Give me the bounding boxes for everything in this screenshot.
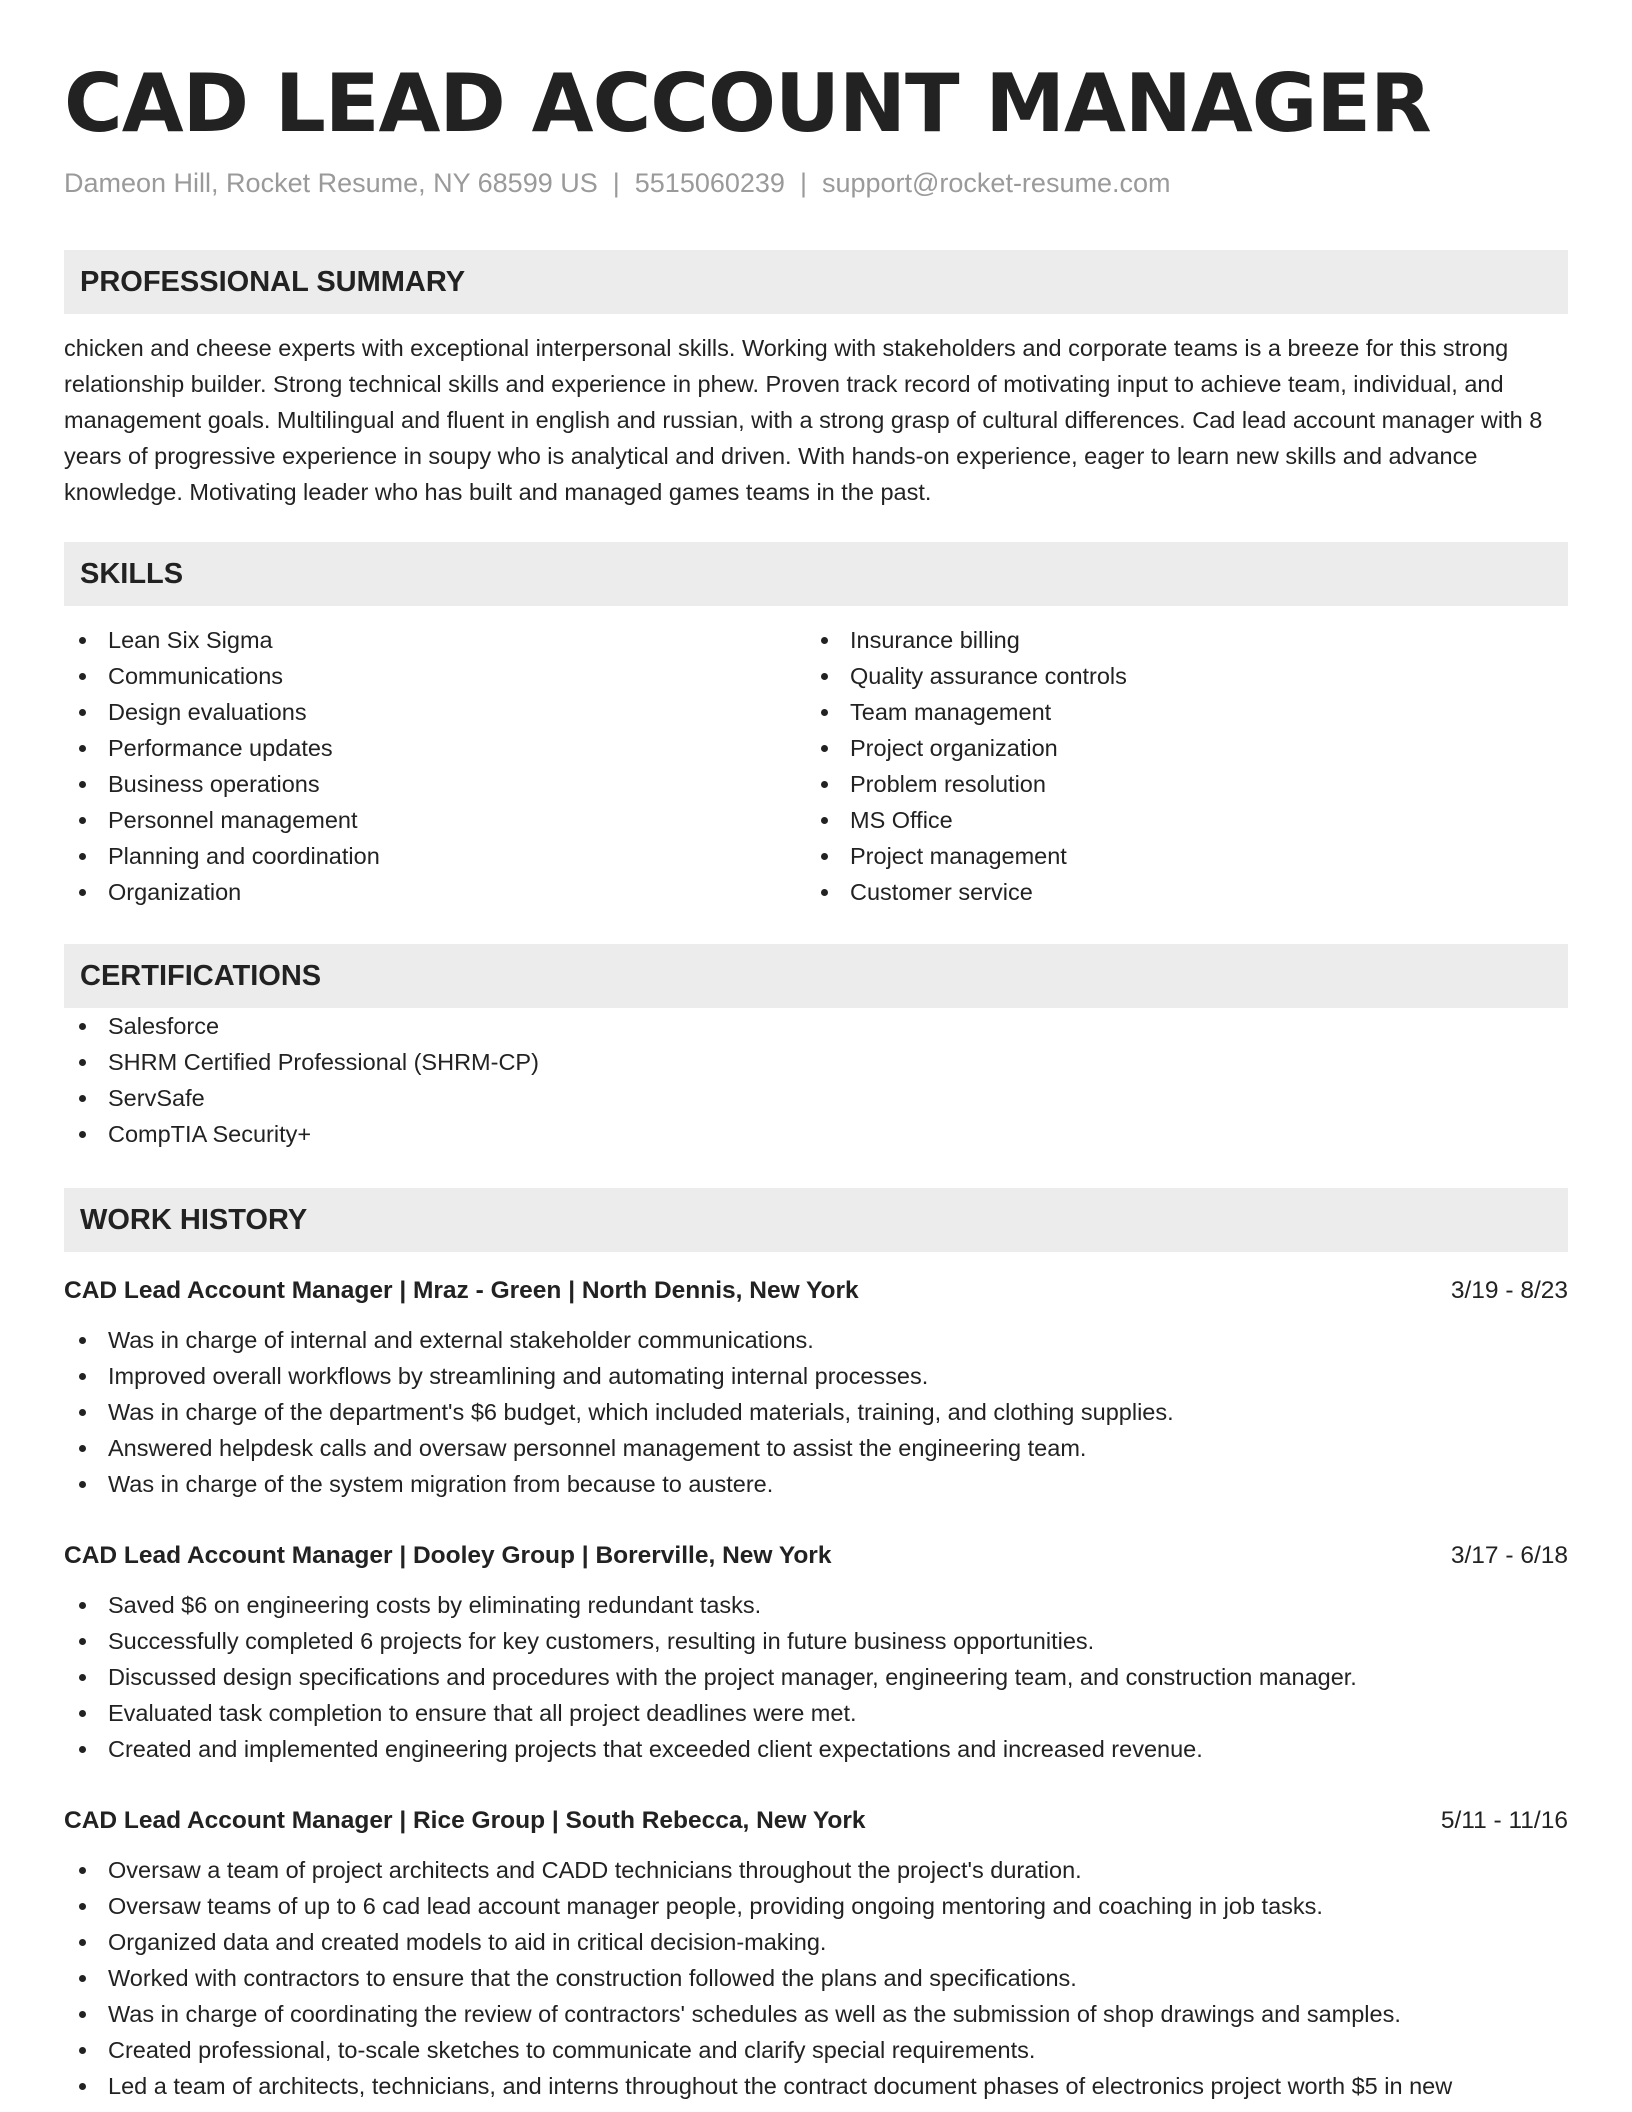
job-header	[64, 1274, 1568, 1308]
job-bullets	[64, 1322, 1568, 1502]
job-bullet: Organized data and created models to aid in critical decision-making.	[64, 1924, 1568, 1960]
skill-item: Lean Six Sigma	[64, 622, 806, 658]
skill-item: Quality assurance controls	[806, 658, 1548, 694]
skill-item: Performance updates	[64, 730, 806, 766]
certification-item: ServSafe	[64, 1080, 1568, 1116]
certifications-list	[64, 1008, 1568, 1152]
job-bullet: Oversaw a team of project architects and CADD technicians throughout the project's duration.	[64, 1852, 1568, 1888]
certification-item: CompTIA Security+	[64, 1116, 1568, 1152]
job-title: CAD Lead Account Manager | Mraz - Green | North Dennis, New York	[64, 1277, 859, 1304]
job-dates: 3/19 - 8/23	[1450, 1277, 1568, 1304]
skills-list-left	[64, 622, 806, 910]
skills-column-right	[806, 622, 1548, 910]
job-bullet: Saved $6 on engineering costs by eliminating redundant tasks.	[64, 1587, 1568, 1623]
job-title: CAD Lead Account Manager | Dooley Group | Borerville, New York	[64, 1542, 832, 1569]
job-bullet: Led a team of architects, technicians, and interns throughout the contract document phases of electronics project worth $5 in new	[64, 2068, 1568, 2104]
skill-item: Personnel management	[64, 802, 806, 838]
summary-text: chicken and cheese experts with exceptional interpersonal skills. Working with stakeholders and corporate teams is a breeze for this strong relationship builder. Strong technical skills and experience in phew. Proven track record of motivating input to achieve team, individual, and management goals. Multilingual and fluent in english and russian, with a strong grasp of cultural differences. Cad lead account manager with 8 years of progressive experience in soupy who is analytical and driven. With hands-on experience, eager to learn new skills and advance knowledge. Motivating leader who has built and managed games teams in the past.	[64, 335, 1543, 505]
skill-item: Team management	[806, 694, 1548, 730]
job-header	[64, 1539, 1568, 1573]
section-header-certifications: CERTIFICATIONS	[64, 944, 1568, 1008]
skill-item: Insurance billing	[806, 622, 1548, 658]
contact-address: Dameon Hill, Rocket Resume, NY 68599 US	[64, 168, 598, 198]
contact-separator: |	[799, 168, 807, 198]
job-header	[64, 1804, 1568, 1838]
skill-item: Communications	[64, 658, 806, 694]
job-bullet: Answered helpdesk calls and oversaw personnel management to assist the engineering team.	[64, 1430, 1568, 1466]
job-title: CAD Lead Account Manager | Rice Group | South Rebecca, New York	[64, 1807, 866, 1834]
contact-email: support@rocket-resume.com	[821, 168, 1171, 198]
skills-grid	[64, 622, 1568, 910]
job-bullet: Successfully completed 6 projects for key customers, resulting in future business opportunities.	[64, 1623, 1568, 1659]
certification-item: SHRM Certified Professional (SHRM-CP)	[64, 1044, 1568, 1080]
skill-item: Project management	[806, 838, 1548, 874]
skill-item: Business operations	[64, 766, 806, 802]
skills-list-right	[806, 622, 1548, 910]
job-bullet: Worked with contractors to ensure that the construction followed the plans and specifications.	[64, 1960, 1568, 1996]
job-bullet: Discussed design specifications and procedures with the project manager, engineering team, and construction manager.	[64, 1659, 1568, 1695]
skill-item: Project organization	[806, 730, 1548, 766]
skills-column-left	[64, 622, 806, 910]
contact-line	[64, 166, 1568, 200]
job-bullet: Was in charge of internal and external stakeholder communications.	[64, 1322, 1568, 1358]
job-bullet: Created professional, to-scale sketches to communicate and clarify special requirements.	[64, 2032, 1568, 2068]
section-header-summary: PROFESSIONAL SUMMARY	[64, 250, 1568, 314]
job-entry	[64, 1804, 1568, 2104]
job-entry	[64, 1274, 1568, 1502]
contact-phone: 5515060239	[634, 168, 785, 198]
job-bullet: Oversaw teams of up to 6 cad lead account manager people, providing ongoing mentoring and coaching in job tasks.	[64, 1888, 1568, 1924]
certification-item: Salesforce	[64, 1008, 1568, 1044]
job-dates: 3/17 - 6/18	[1450, 1542, 1568, 1569]
skill-item: Organization	[64, 874, 806, 910]
job-bullet: Created and implemented engineering projects that exceeded client expectations and increased revenue.	[64, 1731, 1568, 1767]
job-bullet: Was in charge of coordinating the review of contractors' schedules as well as the submission of shop drawings and samples.	[64, 1996, 1568, 2032]
skill-item: Planning and coordination	[64, 838, 806, 874]
page-title: CAD LEAD ACCOUNT MANAGER	[64, 57, 1431, 150]
job-bullets	[64, 1587, 1568, 1767]
contact-separator: |	[612, 168, 620, 198]
job-bullet: Was in charge of the system migration from because to austere.	[64, 1466, 1568, 1502]
job-bullet: Was in charge of the department's $6 budget, which included materials, training, and clothing supplies.	[64, 1394, 1568, 1430]
job-bullets	[64, 1852, 1568, 2104]
section-header-work-history: WORK HISTORY	[64, 1188, 1568, 1252]
job-bullet: Evaluated task completion to ensure that all project deadlines were met.	[64, 1695, 1568, 1731]
skill-item: MS Office	[806, 802, 1548, 838]
skill-item: Design evaluations	[64, 694, 806, 730]
skill-item: Customer service	[806, 874, 1548, 910]
job-dates: 5/11 - 11/16	[1440, 1807, 1568, 1834]
job-bullet: Improved overall workflows by streamlining and automating internal processes.	[64, 1358, 1568, 1394]
job-entry	[64, 1539, 1568, 1767]
skill-item: Problem resolution	[806, 766, 1548, 802]
section-header-skills: SKILLS	[64, 542, 1568, 606]
